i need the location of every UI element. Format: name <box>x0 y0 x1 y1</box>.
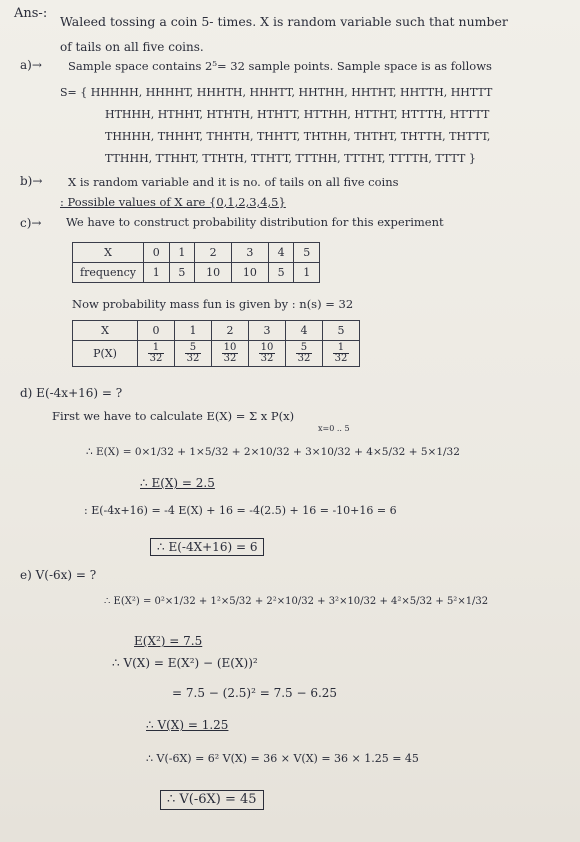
table-cell: 5 <box>268 263 294 283</box>
part-a-label: a)→ <box>20 58 42 72</box>
part-e-answer-box: ∴ V(-6X) = 45 <box>160 790 264 810</box>
table-cell: $\frac{1}{32}$ <box>323 341 360 367</box>
table-cell: 1 <box>169 243 195 263</box>
part-c-text: We have to construct probability distribution for this experiment <box>66 215 444 229</box>
table-cell: 3 <box>249 321 286 341</box>
part-d-line-2: ∴ E(X) = 0×1/32 + 1×5/32 + 2×10/32 + 3×10/32 + 4×5/32 + 5×1/32 <box>86 446 460 458</box>
table-cell: 5 <box>323 321 360 341</box>
table-cell: $\frac{1}{32}$ <box>138 341 175 367</box>
table-cell: 1 <box>175 321 212 341</box>
part-e-line-3: ∴ V(X) = E(X²) − (E(X))² <box>112 656 258 670</box>
table-cell: $\frac{10}{32}$ <box>212 341 249 367</box>
table-cell: 0 <box>138 321 175 341</box>
frequency-table-header <box>73 243 320 263</box>
table-cell: $\frac{5}{32}$ <box>286 341 323 367</box>
part-d-line-4: : E(-4x+16) = -4 E(X) + 16 = -4(2.5) + 16 = -10+16 = 6 <box>84 504 397 517</box>
part-d-label: d) E(-4x+16) = ? <box>20 386 123 400</box>
table-cell: 2 <box>195 243 232 263</box>
part-a-text: Sample space contains 2⁵= 32 sample points. Sample space is as follows <box>68 59 492 73</box>
probability-table <box>72 320 360 367</box>
table-cell: P(X) <box>73 341 138 367</box>
table-cell: $\frac{5}{32}$ <box>175 341 212 367</box>
part-c-label: c)→ <box>20 216 42 230</box>
table-cell: 5 <box>294 243 320 263</box>
table-cell: 5 <box>169 263 195 283</box>
probability-table-row <box>73 341 360 367</box>
table-cell: 2 <box>212 321 249 341</box>
sum-limits: x=0 .. 5 <box>318 424 350 433</box>
table-cell: 4 <box>268 243 294 263</box>
sample-space-line-4: TTHHH, TTHHT, TTHTH, TTHTT, TTTHH, TTTHT, TTTTH, TTTT } <box>105 152 476 165</box>
question-line-1: Waleed tossing a coin 5- times. X is random variable such that number <box>60 14 508 29</box>
table-cell: 1 <box>294 263 320 283</box>
possible-values: : Possible values of X are {0,1,2,3,4,5} <box>60 195 286 209</box>
table-cell: X <box>73 321 138 341</box>
table-cell: 0 <box>144 243 170 263</box>
part-d-line-3: ∴ E(X) = 2.5 <box>140 476 215 490</box>
sample-space-line-3: THHHH, THHHT, THHTH, THHTT, THTHH, THTHT, THTTH, THTTT, <box>105 130 491 143</box>
table-cell: X <box>73 243 144 263</box>
part-e-line-4: = 7.5 − (2.5)² = 7.5 − 6.25 <box>172 686 338 700</box>
sample-space-line-1: S= { HHHHH, HHHHT, HHHTH, HHHTT, HHTHH, HHTHT, HHTTH, HHTTT <box>60 86 493 99</box>
answer-marker: Ans-: <box>14 6 48 21</box>
part-d-answer-box: ∴ E(-4X+16) = 6 <box>150 538 264 556</box>
question-line-2: of tails on all five coins. <box>60 40 204 54</box>
frequency-table-row <box>73 263 320 283</box>
part-e-line-6: ∴ V(-6X) = 6² V(X) = 36 × V(X) = 36 × 1.25 = 45 <box>146 752 419 765</box>
table-cell: 10 <box>231 263 268 283</box>
table-cell: 1 <box>144 263 170 283</box>
part-e-label: e) V(-6x) = ? <box>20 568 97 582</box>
part-e-line-5: ∴ V(X) = 1.25 <box>146 718 229 732</box>
part-b-label: b)→ <box>20 174 43 188</box>
part-e-line-2: E(X²) = 7.5 <box>134 634 203 648</box>
probability-table-header <box>73 321 360 341</box>
part-b-text: X is random variable and it is no. of tails on all five coins <box>68 175 399 189</box>
sample-space-line-2: HTHHH, HTHHT, HTHTH, HTHTT, HTTHH, HTTHT, HTTTH, HTTTT <box>105 108 490 121</box>
table-cell: 10 <box>195 263 232 283</box>
part-e-line-1: ∴ E(X²) = 0²×1/32 + 1²×5/32 + 2²×10/32 + 3²×10/32 + 4²×5/32 + 5²×1/32 <box>104 596 489 607</box>
table-cell: 4 <box>286 321 323 341</box>
frequency-table <box>72 242 320 283</box>
part-d-line-1: First we have to calculate E(X) = Σ x P(x) <box>52 409 295 423</box>
table-cell: frequency <box>73 263 144 283</box>
pmf-note: Now probability mass fun is given by : n(s) = 32 <box>72 297 354 311</box>
table-cell: $\frac{10}{32}$ <box>249 341 286 367</box>
table-cell: 3 <box>231 243 268 263</box>
